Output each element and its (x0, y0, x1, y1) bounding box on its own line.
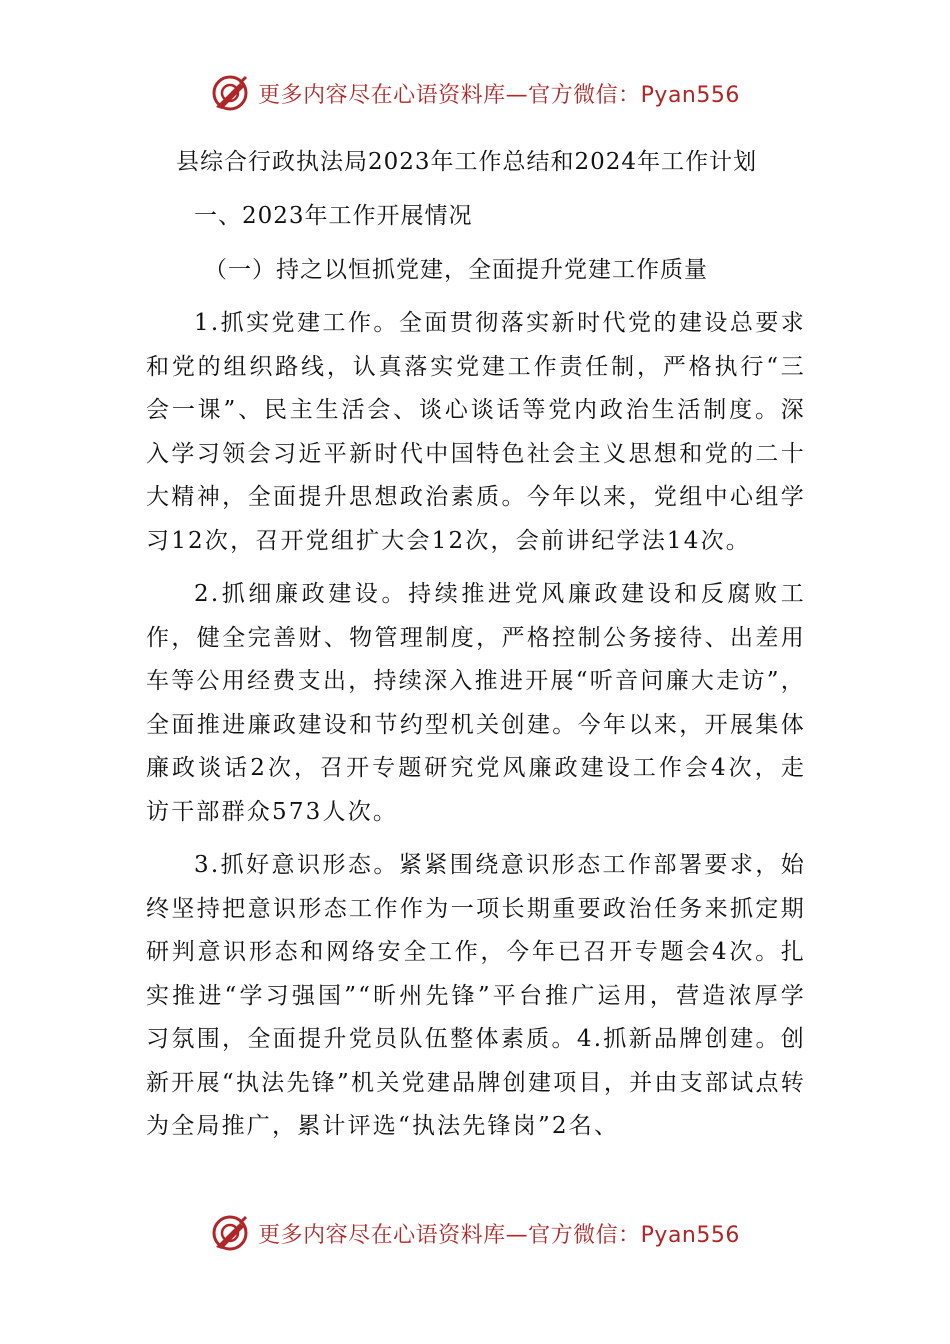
watermark-separator: — (505, 82, 529, 108)
logo-icon (210, 73, 250, 113)
watermark-text: 更多内容尽在心语资料库 (258, 82, 506, 108)
watermark-separator: — (505, 1222, 529, 1248)
paragraph-1: 1.抓实党建工作。全面贯彻落实新时代党的建设总要求和党的组织路线，认真落实党建工作责任制，严格执行“三会一课”、民主生活会、谈心谈话等党内政治生活制度。深入学习领会习近平新时代中国特色社会主义思想和党的二十大精神，全面提升思想政治素质。今年以来，党组中心组学习12次，召开党组扩大会12次，会前讲纪学法14次。 (146, 310, 806, 554)
watermark-text: 更多内容尽在心语资料库 (258, 1222, 506, 1248)
watermark-wechat: 官方微信：Pyan556 (528, 1222, 740, 1248)
paragraph-3: 3.抓好意识形态。紧紧围绕意识形态工作部署要求，始终坚持把意识形态工作作为一项长期重要政治任务来抓定期研判意识形态和网络安全工作，今年已召开专题会4次。扎实推进“学习强国”“昕州先锋”平台推广运用，营造浓厚学习氛围，全面提升党员队伍整体素质。4.抓新品牌创建。创新开展“执法先锋”机关党建品牌创建项目，并由支部试点转为全局推广，累计评选“执法先锋岗”2名、 (146, 852, 806, 1139)
subsection-heading-1: （一）持之以恒抓党建，全面提升党建工作质量 (204, 257, 708, 283)
document-body (146, 140, 806, 1159)
section-heading-1: 一、2023年工作开展情况 (194, 203, 473, 229)
watermark-banner-top (0, 70, 950, 116)
logo-icon (210, 1213, 250, 1253)
watermark-banner-bottom (0, 1210, 950, 1256)
document-title: 县综合行政执法局2023年工作总结和2024年工作计划 (176, 149, 758, 175)
paragraph-2: 2.抓细廉政建设。持续推进党风廉政建设和反腐败工作，健全完善财、物管理制度，严格控制公务接待、出差用车等公用经费支出，持续深入推进开展“听音问廉大走访”，全面推进廉政建设和节约型机关创建。今年以来，开展集体廉政谈话2次，召开专题研究党风廉政建设工作会4次，走访干部群众573人次。 (146, 581, 806, 825)
watermark-wechat: 官方微信：Pyan556 (528, 82, 740, 108)
